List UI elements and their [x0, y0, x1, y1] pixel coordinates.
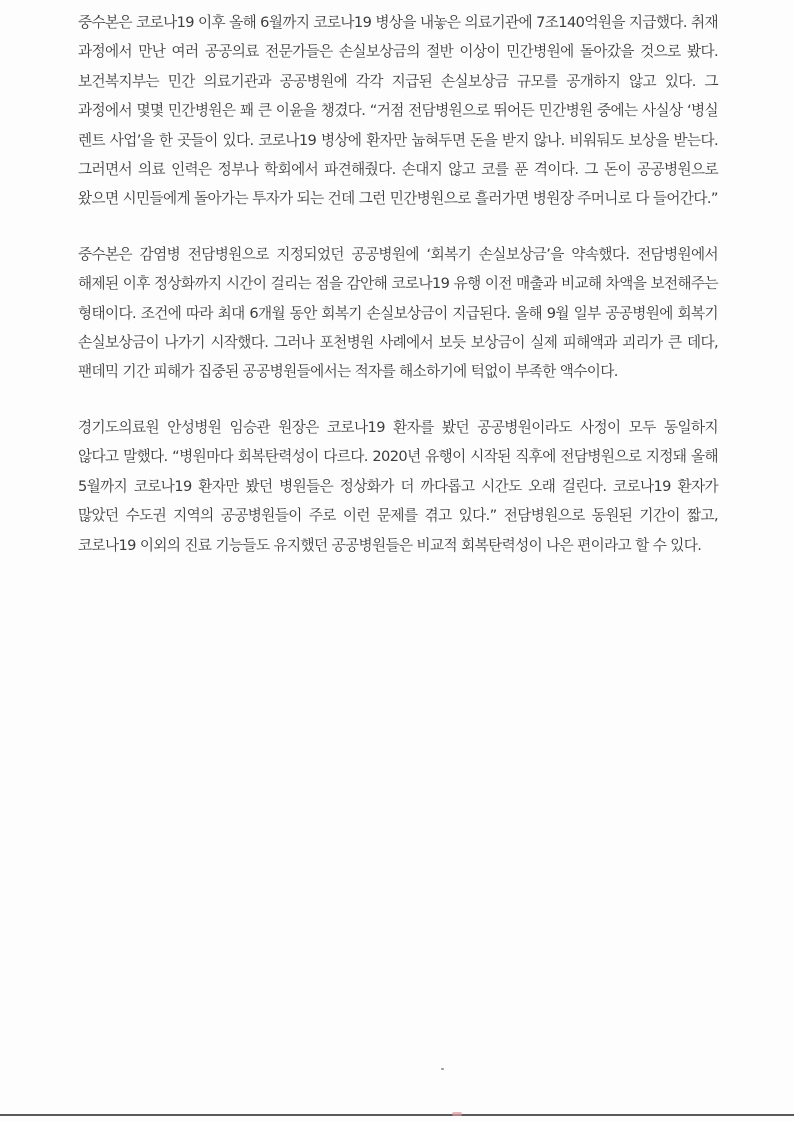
article-paragraph-1: 중수본은 코로나19 이후 올해 6월까지 코로나19 병상을 내놓은 의료기관에 7조140억원을 지급했다. 취재 과정에서 만난 여러 공공의료 전문가들은 손실보상금의 절반 이상이 민간병원에 돌아갔을 것으로 봤다. 보건복지부는 민간 의료기관과 공공병원에 각각 지급된 손실보상금 규모를 공개하지 않고 있다. 그 과정에서 몇몇 민간병원은 꽤 큰 이윤을 챙겼다. “거점 전담병원으로 뛰어든 민간병원 중에는 사실상 ‘병실 렌트 사업’을 한 곳들이 있다. 코로나19 병상에 환자만 눕혀두면 돈을 받지 않나. 비워둬도 보상을 받는다. 그러면서 의료 인력은 정부나 학회에서 파견해줬다. 손대지 않고 코를 푼 격이다. 그 돈이 공공병원으로 왔으면 시민들에게 돌아가는 투자가 되는 건데 그런 민간병원으로 흘러가면 병원장 주머니로 다 들어간다.” — [78, 14, 718, 208]
page-bottom-rule — [0, 1114, 794, 1116]
article-paragraph-3: 경기도의료원 안성병원 임승관 원장은 코로나19 환자를 봤던 공공병원이라도 사정이 모두 동일하지 않다고 말했다. “병원마다 회복탄력성이 다르다. 2020년 유행이 시작된 직후에 전담병원으로 지정돼 올해 5월까지 코로나19 환자만 봤던 병원들은 정상화가 더 까다롭고 시간도 오래 걸린다. 코로나19 환자가 많았던 수도권 지역의 공공병원들이 주로 이런 문제를 겪고 있다.” 전담병원으로 동원된 기간이 짧고, 코로나19 이외의 진료 기능들도 유지했던 공공병원들은 비교적 회복탄력성이 나은 편이라고 할 수 있다. — [78, 418, 718, 554]
scan-speck — [441, 1068, 444, 1070]
scan-mark — [452, 1112, 462, 1116]
article-paragraph-2: 중수본은 감염병 전담병원으로 지정되었던 공공병원에 ‘회복기 손실보상금’을 약속했다. 전담병원에서 해제된 이후 정상화까지 시간이 걸리는 점을 감안해 코로나19 유행 이전 매출과 비교해 차액을 보전해주는 형태이다. 조건에 따라 최대 6개월 동안 회복기 손실보상금이 지급된다. 올해 9월 일부 공공병원에 회복기 손실보상금이 나가기 시작했다. 그러나 포천병원 사례에서 보듯 보상금이 실제 피해액과 괴리가 큰 데다, 팬데믹 기간 피해가 집중된 공공병원들에서는 적자를 해소하기에 턱없이 부족한 액수이다. — [78, 245, 718, 381]
article-body — [78, 8, 718, 586]
